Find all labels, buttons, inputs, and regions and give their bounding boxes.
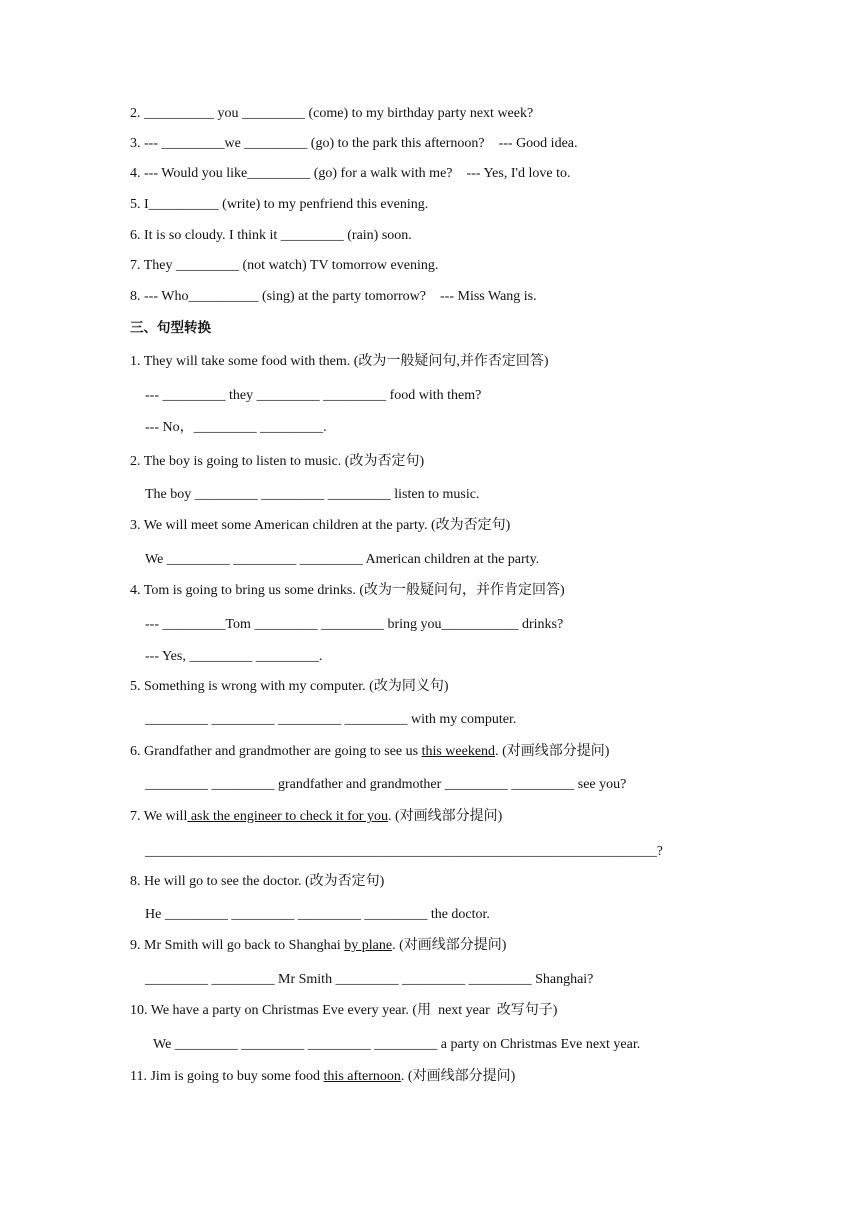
answer-line-10: We _________ _________ _________ _________ a party on Christmas Eve next year. (153, 1037, 641, 1052)
answer-line-4b: --- Yes, _________ _________. (145, 649, 323, 664)
exercise-item-6: 6. It is so cloudy. I think it _________ (rain) soon. (130, 228, 412, 243)
answer-line-8: He _________ _________ _________ _________ the doctor. (145, 907, 490, 922)
question-6-text: 6. Grandfather and grandmother are going to see us (130, 744, 422, 759)
question-9 (130, 937, 506, 955)
question-7-text: 7. We will (130, 809, 188, 824)
answer-line-6: _________ _________ grandfather and grandmother _________ _________ see you? (145, 777, 627, 792)
answer-line-3: We _________ _________ _________ American children at the party. (145, 552, 540, 567)
exercise-item-8: 8. --- Who__________ (sing) at the party tomorrow? --- Miss Wang is. (130, 289, 537, 304)
question-4: 4. Tom is going to bring us some drinks. (改为一般疑问句，并作肯定回答) (130, 583, 565, 598)
underlined-phrase: ask the engineer to check it for you (187, 809, 388, 824)
question-10: 10. We have a party on Christmas Eve every year. (用 next year 改写句子) (130, 1003, 558, 1018)
answer-line-1b: --- No，_________ _________. (145, 420, 327, 435)
answer-line-7: _____________________________________________________________________________? (145, 843, 663, 858)
question-1: 1. They will take some food with them. (改为一般疑问句,并作否定回答) (130, 354, 549, 369)
underlined-phrase: by plane (344, 938, 393, 953)
answer-line-9: _________ _________ Mr Smith _________ _________ _________ Shanghai? (145, 972, 594, 987)
exercise-item-2: 2. __________ you _________ (come) to my birthday party next week? (130, 106, 534, 121)
question-8: 8. He will go to see the doctor. (改为否定句) (130, 874, 385, 889)
question-7-instruction: . (对画线部分提问) (387, 809, 503, 824)
question-11-instruction: . (对画线部分提问) (400, 1069, 516, 1084)
exercise-item-4: 4. --- Would you like_________ (go) for a walk with me? --- Yes, I'd love to. (130, 166, 571, 181)
answer-line-5: _________ _________ _________ _________ with my computer. (145, 712, 517, 727)
answer-line-2: The boy _________ _________ _________ listen to music. (145, 487, 480, 502)
exercise-item-5: 5. I__________ (write) to my penfriend this evening. (130, 197, 429, 212)
answer-line-4a: --- _________Tom _________ _________ bring you___________ drinks? (145, 617, 564, 632)
question-2: 2. The boy is going to listen to music. (改为否定句) (130, 454, 425, 469)
question-9-text: 9. Mr Smith will go back to Shanghai (130, 938, 345, 953)
question-3: 3. We will meet some American children at the party. (改为否定句) (130, 518, 511, 533)
question-11 (130, 1068, 515, 1086)
question-6-instruction: . (对画线部分提问) (495, 744, 610, 759)
question-9-instruction: . (对画线部分提问) (392, 938, 507, 953)
exercise-item-7: 7. They _________ (not watch) TV tomorrow evening. (130, 258, 439, 273)
underlined-phrase: this afternoon (323, 1069, 401, 1084)
exercise-item-3: 3. --- _________we _________ (go) to the park this afternoon? --- Good idea. (130, 136, 578, 151)
underlined-phrase: this weekend (421, 744, 496, 759)
question-7 (130, 808, 502, 826)
question-5: 5. Something is wrong with my computer. (改为同义句) (130, 679, 449, 694)
question-6 (130, 743, 609, 761)
section-heading: 三、句型转换 (130, 320, 211, 336)
question-11-text: 11. Jim is going to buy some food (130, 1069, 324, 1084)
answer-line-1a: --- _________ they _________ _________ food with them? (145, 388, 482, 403)
